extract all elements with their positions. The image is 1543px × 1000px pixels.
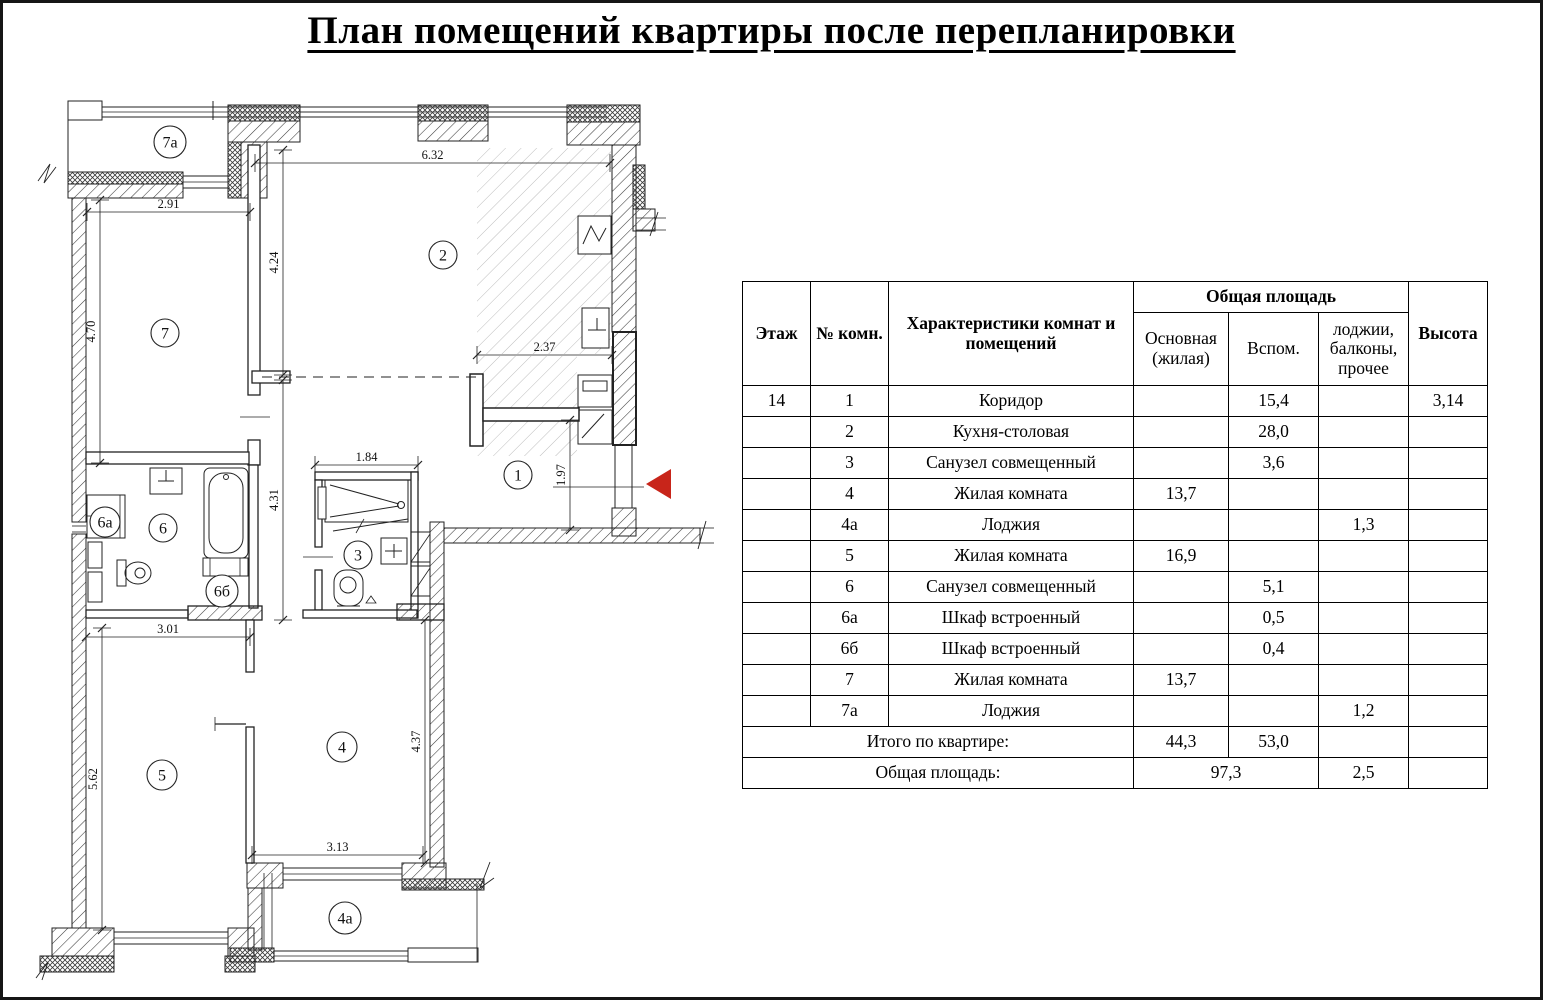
dimension-label: 6.32	[421, 148, 444, 162]
dimension	[84, 196, 109, 467]
grand-total-height	[1409, 758, 1488, 789]
table-cell-height	[1409, 634, 1488, 665]
table-cell-floor	[743, 696, 811, 727]
room-label: 6б	[213, 583, 231, 601]
room-label: 7а	[162, 134, 178, 152]
table-cell-floor	[743, 510, 811, 541]
table-cell-aux	[1229, 510, 1319, 541]
table-cell-floor	[743, 541, 811, 572]
table-row	[743, 417, 1488, 448]
table-cell-height	[1409, 572, 1488, 603]
table-cell-main: 13,7	[1134, 479, 1229, 510]
totals-loggia	[1319, 727, 1409, 758]
dimension-label: 4.70	[84, 320, 98, 343]
table-row	[743, 603, 1488, 634]
dimension-label: 4.24	[267, 251, 281, 274]
dimension-label: 1.84	[355, 450, 378, 464]
table-cell-height	[1409, 696, 1488, 727]
table-cell-loggia	[1319, 386, 1409, 417]
table-row	[743, 665, 1488, 696]
dimension-label: 2.91	[157, 197, 180, 211]
table-cell-loggia	[1319, 634, 1409, 665]
table-cell-name: Кухня-столовая	[889, 417, 1134, 448]
totals-height	[1409, 727, 1488, 758]
table-row	[743, 696, 1488, 727]
dimension-label: 3.01	[157, 622, 179, 636]
room-label-6б	[206, 575, 238, 607]
table-cell-no: 4а	[811, 510, 889, 541]
dimension	[248, 840, 427, 864]
col-header-characteristics: Характеристики комнат и помещений	[889, 282, 1134, 386]
col-header-main: Основная (жилая)	[1134, 313, 1229, 386]
table-cell-name: Лоджия	[889, 510, 1134, 541]
table-cell-aux	[1229, 696, 1319, 727]
col-header-loggia: лоджии, балконы, прочее	[1319, 313, 1409, 386]
room-label: 3	[354, 547, 362, 565]
area-table	[742, 281, 1488, 789]
room-label-4	[327, 732, 357, 762]
table-cell-no: 5	[811, 541, 889, 572]
table-cell-height	[1409, 479, 1488, 510]
vent-symbol	[366, 596, 376, 603]
room-label: 6	[159, 520, 167, 538]
dimension-label: 2.37	[533, 340, 556, 354]
col-header-room-no: № комн.	[811, 282, 889, 386]
table-cell-main	[1134, 510, 1229, 541]
table-cell-name: Жилая комната	[889, 479, 1134, 510]
table-cell-height	[1409, 510, 1488, 541]
table-cell-no: 2	[811, 417, 889, 448]
room-label-5	[147, 760, 177, 790]
table-cell-no: 7	[811, 665, 889, 696]
grand-total-loggia: 2,5	[1319, 758, 1409, 789]
table-cell-loggia	[1319, 665, 1409, 696]
table-cell-name: Жилая комната	[889, 541, 1134, 572]
table-cell-no: 6б	[811, 634, 889, 665]
table-cell-height: 3,14	[1409, 386, 1488, 417]
grand-total-label: Общая площадь:	[743, 758, 1134, 789]
table-cell-main	[1134, 603, 1229, 634]
dimension-label: 1.97	[554, 464, 568, 486]
room-label: 2	[439, 247, 447, 265]
floor-plan	[30, 95, 720, 995]
room-label: 4	[338, 739, 346, 757]
table-cell-main: 16,9	[1134, 541, 1229, 572]
table-cell-name: Санузел совмещенный	[889, 572, 1134, 603]
beam-symbol	[470, 374, 483, 446]
table-cell-aux	[1229, 665, 1319, 696]
table-cell-loggia	[1319, 479, 1409, 510]
dimension	[83, 197, 254, 221]
grand-total-row	[743, 758, 1488, 789]
table-cell-aux: 0,5	[1229, 603, 1319, 634]
table-cell-main	[1134, 448, 1229, 479]
dimension	[267, 146, 292, 379]
table-cell-height	[1409, 417, 1488, 448]
table-cell-height	[1409, 603, 1488, 634]
dimension	[82, 622, 254, 646]
table-cell-name: Шкаф встроенный	[889, 634, 1134, 665]
col-header-height: Высота	[1409, 282, 1488, 386]
table-cell-main	[1134, 386, 1229, 417]
table-cell-loggia: 1,2	[1319, 696, 1409, 727]
dimension-label: 5.62	[86, 768, 100, 790]
table-cell-aux: 3,6	[1229, 448, 1319, 479]
table-cell-name: Шкаф встроенный	[889, 603, 1134, 634]
col-header-floor: Этаж	[743, 282, 811, 386]
table-row	[743, 386, 1488, 417]
dimension	[267, 376, 292, 624]
col-header-total-area: Общая площадь	[1134, 282, 1409, 313]
table-cell-floor	[743, 603, 811, 634]
floor-plan-svg	[30, 95, 720, 995]
dimension	[86, 624, 111, 934]
totals-aux: 53,0	[1229, 727, 1319, 758]
table-cell-loggia	[1319, 417, 1409, 448]
toilet	[125, 562, 151, 584]
table-cell-aux	[1229, 479, 1319, 510]
table-row	[743, 479, 1488, 510]
totals-row	[743, 727, 1488, 758]
table-cell-no: 7а	[811, 696, 889, 727]
table-cell-loggia	[1319, 572, 1409, 603]
break-symbol	[38, 164, 56, 183]
table-row	[743, 448, 1488, 479]
outer-walls	[36, 101, 714, 980]
room-label: 4а	[337, 910, 353, 928]
fridge	[578, 216, 611, 254]
table-cell-aux: 28,0	[1229, 417, 1319, 448]
table-cell-floor	[743, 479, 811, 510]
table-cell-floor: 14	[743, 386, 811, 417]
table-row	[743, 541, 1488, 572]
table-cell-aux	[1229, 541, 1319, 572]
room-label-6а	[90, 507, 120, 537]
table-cell-aux: 5,1	[1229, 572, 1319, 603]
room-label-2	[429, 241, 457, 269]
room-label: 6а	[97, 514, 113, 532]
room-label: 7	[161, 325, 169, 343]
table-cell-loggia: 1,3	[1319, 510, 1409, 541]
table-cell-main	[1134, 634, 1229, 665]
table-cell-main: 13,7	[1134, 665, 1229, 696]
table-cell-loggia	[1319, 448, 1409, 479]
table-cell-name: Лоджия	[889, 696, 1134, 727]
table-row	[743, 510, 1488, 541]
table-cell-aux: 15,4	[1229, 386, 1319, 417]
room-label-3	[344, 541, 372, 569]
room-label-4а	[329, 902, 361, 934]
room-label: 5	[158, 767, 166, 785]
table-cell-no: 4	[811, 479, 889, 510]
table-cell-aux: 0,4	[1229, 634, 1319, 665]
room-label-7	[151, 319, 179, 347]
dimension-label: 4.37	[409, 730, 423, 753]
table-cell-name: Коридор	[889, 386, 1134, 417]
table-row	[743, 634, 1488, 665]
table-cell-main	[1134, 572, 1229, 603]
totals-label: Итого по квартире:	[743, 727, 1134, 758]
table-cell-floor	[743, 448, 811, 479]
table-cell-no: 3	[811, 448, 889, 479]
room-label: 1	[514, 467, 522, 485]
table-cell-main	[1134, 417, 1229, 448]
table-cell-no: 6	[811, 572, 889, 603]
totals-main: 44,3	[1134, 727, 1229, 758]
table-cell-name: Санузел совмещенный	[889, 448, 1134, 479]
page-title: План помещений квартиры после перепланировки	[307, 9, 1236, 52]
table-cell-main	[1134, 696, 1229, 727]
table-cell-no: 6а	[811, 603, 889, 634]
table-cell-height	[1409, 665, 1488, 696]
stove	[582, 308, 609, 348]
table-cell-no: 1	[811, 386, 889, 417]
dimension-label: 3.13	[326, 840, 349, 854]
table-cell-height	[1409, 541, 1488, 572]
dimension	[311, 450, 422, 474]
room-label-1	[504, 461, 532, 489]
table-cell-name: Жилая комната	[889, 665, 1134, 696]
table-cell-height	[1409, 448, 1488, 479]
room-label-6	[149, 514, 177, 542]
table-cell-floor	[743, 665, 811, 696]
table-cell-floor	[743, 417, 811, 448]
entrance-arrow	[646, 469, 671, 499]
grand-total-combined: 97,3	[1134, 758, 1319, 789]
table-cell-floor	[743, 634, 811, 665]
table-cell-loggia	[1319, 541, 1409, 572]
col-header-aux: Вспом.	[1229, 313, 1319, 386]
room-label-7а	[154, 126, 186, 158]
table-cell-floor	[743, 572, 811, 603]
toilet	[334, 570, 363, 606]
dimension-label: 4.31	[267, 489, 281, 511]
table-row	[743, 572, 1488, 603]
interior-walls	[86, 145, 444, 863]
table-cell-loggia	[1319, 603, 1409, 634]
